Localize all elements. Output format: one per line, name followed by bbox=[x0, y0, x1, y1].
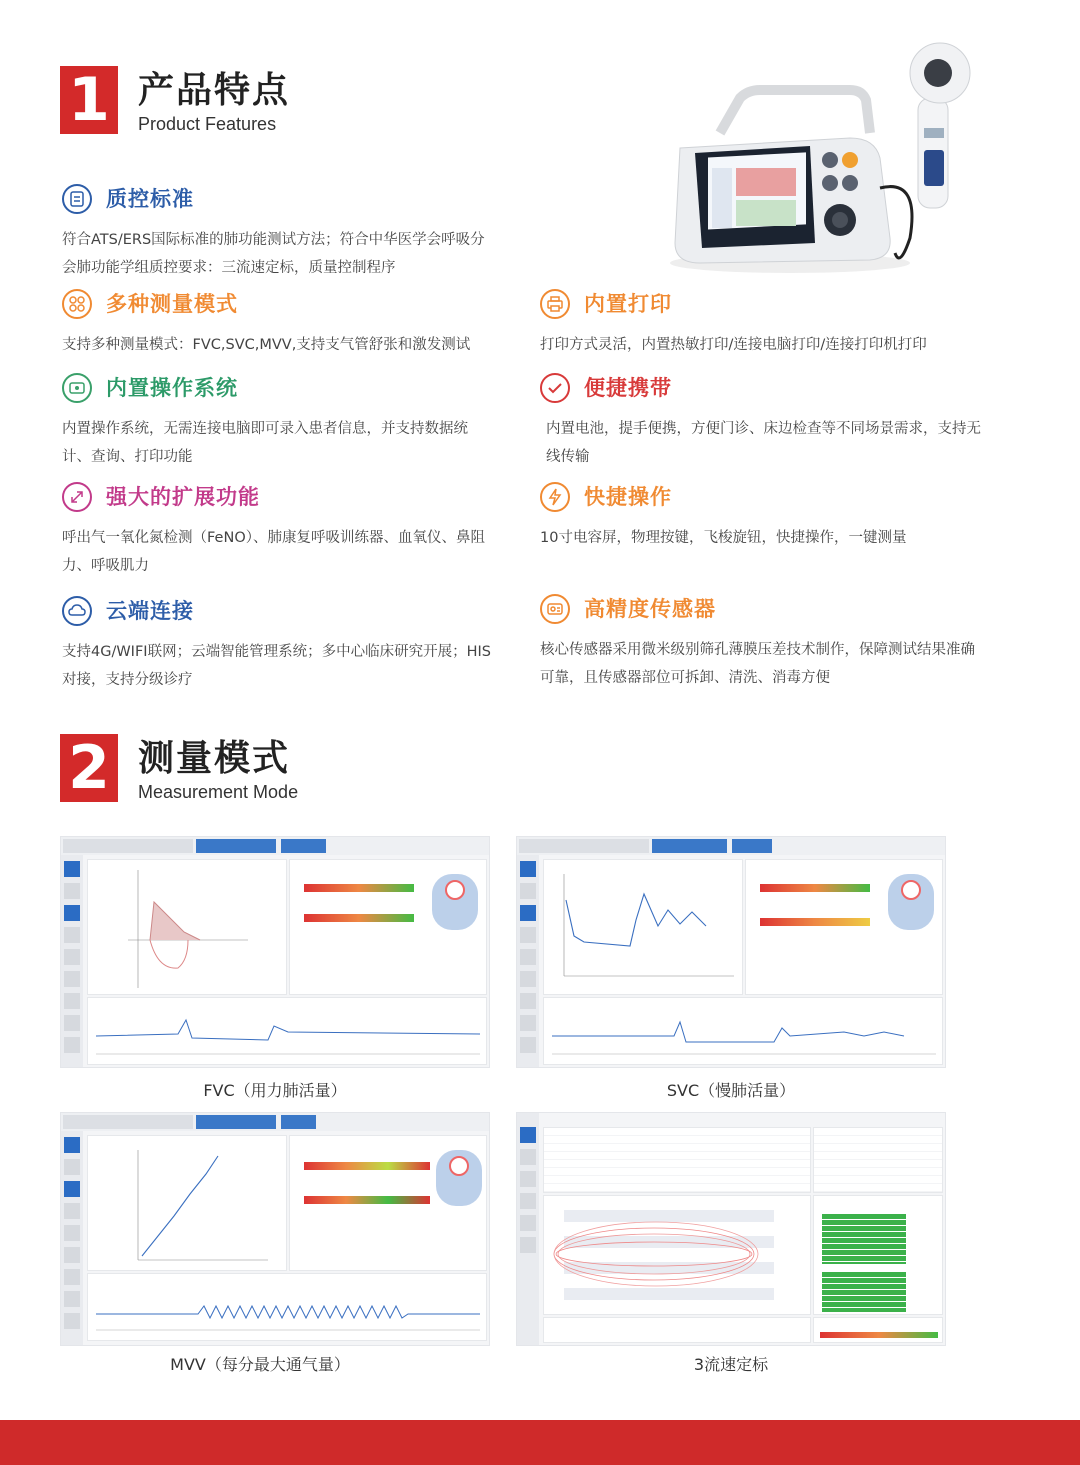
svc-caption: SVC（慢肺活量） bbox=[666, 1081, 796, 1100]
mvv-caption: MVV（每分最大通气量） bbox=[170, 1355, 350, 1374]
section1-title: 产品特点 bbox=[138, 70, 291, 111]
lightning-icon bbox=[540, 482, 570, 512]
section1-subtitle: Product Features bbox=[138, 114, 277, 134]
feature-ext-desc: 呼出气一氧化氮检测（FeNO）、肺康复呼吸训练器、血氧仪、鼻阻力、呼吸肌力 bbox=[62, 530, 485, 574]
feature-portable-title: 便捷携带 bbox=[584, 376, 672, 400]
footer-bar bbox=[0, 1420, 1080, 1465]
feature-quick-desc: 10寸电容屏，物理按键，飞梭旋钮，快捷操作，一键测量 bbox=[540, 530, 907, 546]
cloud-icon bbox=[62, 596, 92, 626]
mvv-screenshot bbox=[60, 1112, 490, 1346]
printer-icon bbox=[540, 289, 570, 319]
calibration-caption: 3流速定标 bbox=[693, 1355, 769, 1374]
feature-portable-desc: 内置电池，提手便携，方便门诊、床边检查等不同场景需求，支持无线传输 bbox=[546, 421, 981, 465]
section1-number: 1 bbox=[60, 66, 118, 134]
section2-title: 测量模式 bbox=[138, 738, 291, 779]
spirometer-device-image bbox=[660, 38, 990, 278]
quality-doc-icon bbox=[62, 184, 92, 214]
feature-modes-title: 多种测量模式 bbox=[106, 292, 238, 316]
fvc-caption: FVC（用力肺活量） bbox=[203, 1081, 347, 1100]
feature-cloud-title: 云端连接 bbox=[106, 599, 194, 623]
feature-print-title: 内置打印 bbox=[584, 292, 672, 316]
calibration-screenshot bbox=[516, 1112, 946, 1346]
feature-cloud-desc: 支持4G/WIFI联网；云端智能管理系统；多中心临床研究开展；HIS对接，支持分级诊疗 bbox=[62, 644, 491, 688]
feature-os-title: 内置操作系统 bbox=[106, 376, 238, 400]
sensor-icon bbox=[540, 594, 570, 624]
feature-ext-title: 强大的扩展功能 bbox=[106, 485, 260, 509]
grid-icon bbox=[62, 289, 92, 319]
section2-number: 2 bbox=[60, 734, 118, 802]
svc-screenshot bbox=[516, 836, 946, 1068]
feature-print-desc: 打印方式灵活，内置热敏打印/连接电脑打印/连接打印机打印 bbox=[540, 337, 927, 353]
feature-sensor-desc: 核心传感器采用微米级别筛孔薄膜压差技术制作，保障测试结果准确可靠，且传感器部位可拆卸、清洗、消毒方便 bbox=[540, 642, 975, 686]
feature-os-desc: 内置操作系统，无需连接电脑即可录入患者信息，并支持数据统计、查询、打印功能 bbox=[62, 421, 468, 465]
feature-quick-title: 快捷操作 bbox=[584, 485, 672, 509]
expand-icon bbox=[62, 482, 92, 512]
feature-sensor-title: 高精度传感器 bbox=[584, 597, 716, 621]
fvc-screenshot bbox=[60, 836, 490, 1068]
check-icon bbox=[540, 373, 570, 403]
section2-subtitle: Measurement Mode bbox=[138, 782, 299, 802]
feature-quality-title: 质控标准 bbox=[106, 187, 194, 211]
system-icon bbox=[62, 373, 92, 403]
feature-quality-desc: 符合ATS/ERS国际标准的肺功能测试方法；符合中华医学会呼吸分会肺功能学组质控要求：三流速定标，质量控制程序 bbox=[62, 232, 485, 276]
feature-modes-desc: 支持多种测量模式：FVC,SVC,MVV,支持支气管舒张和激发测试 bbox=[62, 337, 471, 353]
